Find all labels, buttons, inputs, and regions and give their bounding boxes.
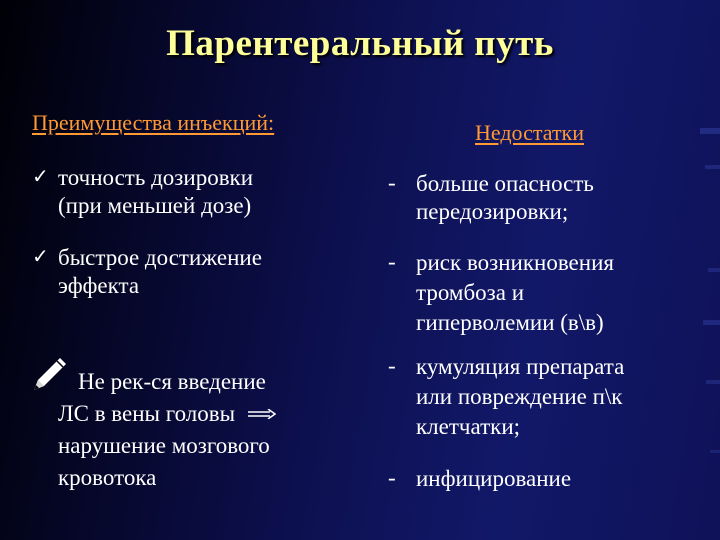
- dash-bullet: -: [388, 353, 396, 378]
- disadvantage-item: [416, 170, 594, 226]
- note-line: ЛС в вены головы: [58, 401, 236, 426]
- page-title: Парентеральный путь: [166, 23, 554, 64]
- advantage-line: быстрое достижение: [58, 245, 262, 270]
- double-arrow-icon: [248, 409, 276, 419]
- disadvantage-line: инфицирование: [416, 466, 572, 491]
- advantages-header: Преимущества инъекций:: [32, 110, 275, 135]
- advantage-line: эффекта: [58, 273, 140, 298]
- advantage-line: точность дозировки: [58, 165, 254, 190]
- disadvantage-line: риск возникновения: [416, 250, 614, 275]
- disadvantage-line: гиперволемии (в\в): [416, 310, 604, 335]
- pencil-icon: [30, 354, 70, 394]
- advantage-item: [58, 164, 253, 220]
- disadvantage-item: [416, 353, 624, 441]
- disadvantages-header: Недостатки: [475, 120, 585, 145]
- disadvantage-line: тромбоза и: [416, 280, 525, 305]
- checkmark-icon: ✓: [32, 244, 49, 268]
- dash-bullet: -: [388, 249, 396, 274]
- disadvantage-line: клетчатки;: [416, 414, 521, 439]
- dash-bullet: -: [388, 170, 396, 195]
- note-text: [78, 368, 266, 396]
- dash-bullet: -: [388, 465, 396, 490]
- disadvantage-item: [416, 465, 571, 493]
- note-line: Не рек-ся введение: [78, 369, 266, 394]
- disadvantage-line: или повреждение п\к: [416, 384, 623, 409]
- checkmark-icon: ✓: [32, 164, 49, 188]
- advantage-line: (при меньшей дозе): [58, 193, 252, 218]
- note-text-continued: [58, 400, 270, 492]
- disadvantage-line: передозировки;: [416, 199, 569, 224]
- advantage-item: [58, 244, 262, 300]
- disadvantage-line: больше опасность: [416, 171, 594, 196]
- disadvantage-line: кумуляция препарата: [416, 354, 625, 379]
- disadvantage-item: [416, 249, 614, 337]
- note-line: нарушение мозгового: [58, 433, 270, 458]
- note-line: кровотока: [58, 465, 157, 490]
